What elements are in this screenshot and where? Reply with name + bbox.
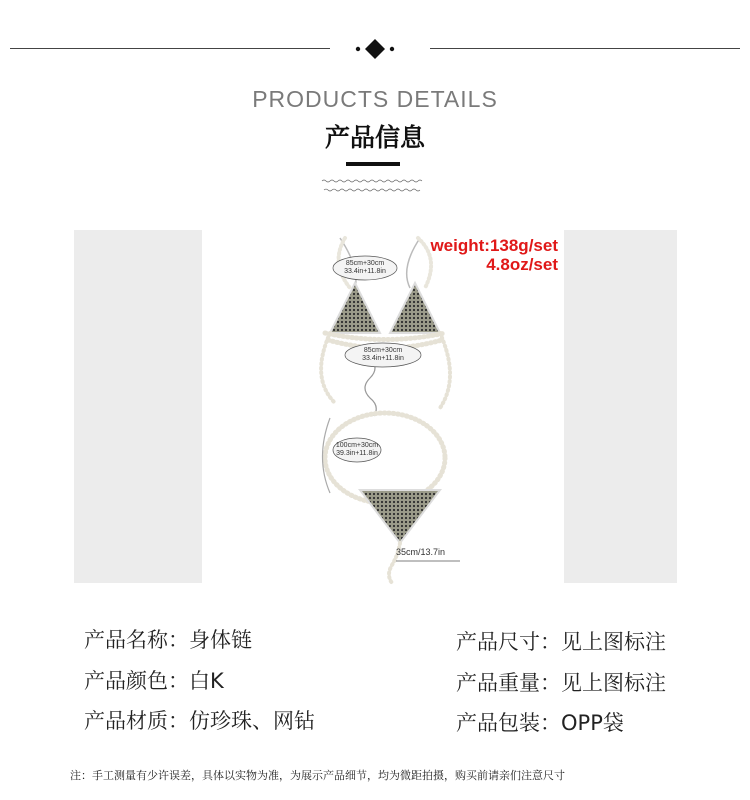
spec-packaging: 产品包装：OPP袋 [456, 711, 624, 735]
page-title-en: PRODUCTS DETAILS [252, 86, 498, 112]
spec-size: 产品尺寸：见上图标注 [456, 630, 666, 654]
body-chain-product-image [300, 228, 500, 588]
weight-label-grams: weight:138g/set [430, 236, 558, 255]
measurement-underbust: 85cm+30cm 33.4in+11.8in [362, 347, 404, 362]
image-panel-left [74, 230, 202, 583]
weight-label-ounces: 4.8oz/set [486, 255, 558, 274]
decorative-script [318, 176, 428, 196]
measurement-bottom: 35cm/13.7in [396, 547, 446, 557]
measurement-neck: 85cm+30cm 33.4in+11.8in [344, 260, 386, 275]
diamond-ornament-icon [350, 36, 400, 62]
spec-material: 产品材质：仿珍珠、网钻 [84, 709, 315, 733]
header-rule-right [430, 48, 740, 49]
footer-note: 注：手工测量有少许误差，具体以实物为准，为展示产品细节，均为微距拍摄，购买前请亲们注意尺寸 [70, 769, 565, 782]
title-underline [346, 162, 400, 166]
spec-weight: 产品重量：见上图标注 [456, 671, 666, 695]
header-rule-left [10, 48, 330, 49]
spec-color: 产品颜色：白K [84, 669, 224, 693]
page-title-cn: 产品信息 [324, 123, 425, 152]
image-panel-right [564, 230, 677, 583]
measurement-waist: 100cm+30cm 39.3in+11.8in [335, 442, 379, 457]
spec-name: 产品名称：身体链 [84, 628, 252, 652]
